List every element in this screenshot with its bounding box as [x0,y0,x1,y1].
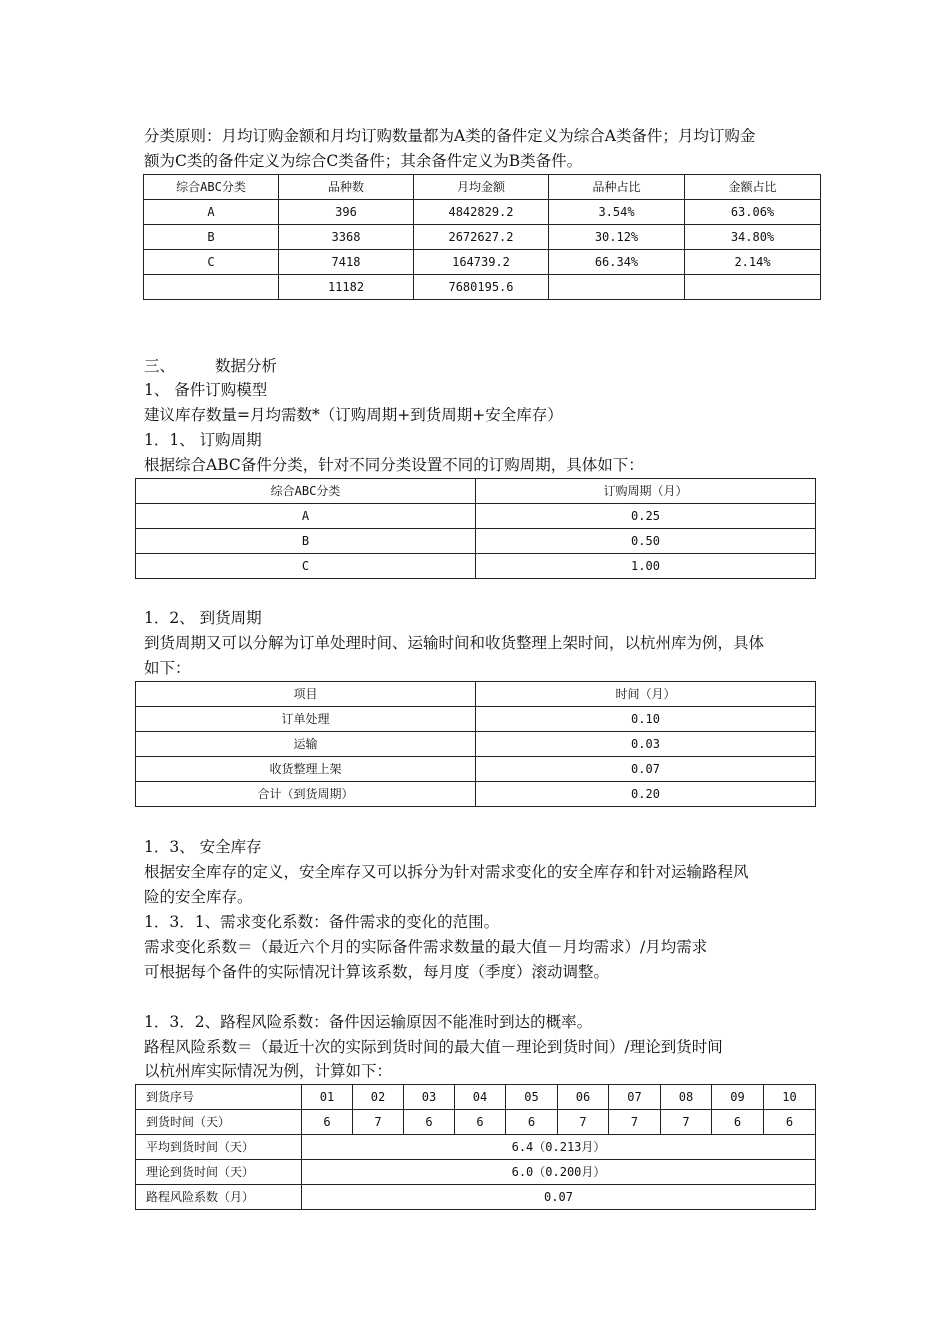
table-cell: 合计（到货周期） [136,782,476,807]
table-cell: 2.14% [685,250,821,275]
table-cell: 3368 [279,225,414,250]
abc-classification-table [143,174,821,300]
table-cell [144,275,279,300]
seq-cell: 10 [764,1085,816,1110]
subsection-1-2-desc-1: 到货周期又可以分解为订单处理时间、运输时间和收货整理上架时间，以杭州库为例，具体 [144,634,765,652]
table-cell: 11182 [279,275,414,300]
table-cell: C [136,554,476,579]
table-cell: 0.03 [476,732,816,757]
table-cell: C [144,250,279,275]
table-row [136,757,816,782]
subsection-1-3-1-title: 1．3．1、需求变化系数：备件需求的变化的范围。 [144,913,500,931]
table-row [136,732,816,757]
table-cell: 4842829.2 [414,200,549,225]
arrival-cycle-table [135,681,816,807]
seq-cell: 06 [558,1085,609,1110]
table-cell: 30.12% [549,225,685,250]
table-cell: 订单处理 [136,707,476,732]
table-cell: 0.50 [476,529,816,554]
row-label: 理论到货时间（天） [136,1160,302,1185]
time-cell: 6 [302,1110,353,1135]
seq-cell: 09 [712,1085,764,1110]
route-risk-row [136,1185,816,1210]
seq-cell: 01 [302,1085,353,1110]
table-row [144,250,821,275]
time-cell: 7 [661,1110,712,1135]
theory-arrival-row [136,1160,816,1185]
subsection-1-3-desc-1: 根据安全库存的定义，安全库存又可以拆分为针对需求变化的安全库存和针对运输路程风 [144,863,749,881]
table-cell: 0.25 [476,504,816,529]
subsection-1-3-desc-2: 险的安全库存。 [144,888,253,906]
header-cell: 综合ABC分类 [136,479,476,504]
time-cell: 7 [353,1110,404,1135]
table-row [144,225,821,250]
route-risk-note: 以杭州库实际情况为例，计算如下： [144,1062,393,1080]
table-cell: 0.20 [476,782,816,807]
table-cell: B [136,529,476,554]
table-cell: 2672627.2 [414,225,549,250]
header-cell: 时间（月） [476,682,816,707]
demand-variation-formula: 需求变化系数＝（最近六个月的实际备件需求数量的最大值－月均需求）/月均需求 [144,938,708,956]
time-cell: 6 [764,1110,816,1135]
row-label: 路程风险系数（月） [136,1185,302,1210]
table-row [136,782,816,807]
header-cell: 月均金额 [414,175,549,200]
time-cell: 6 [712,1110,764,1135]
table-header-row [144,175,821,200]
header-cell: 品种占比 [549,175,685,200]
time-cell: 7 [609,1110,661,1135]
section-3-title: 数据分析 [215,357,278,375]
header-cell: 综合ABC分类 [144,175,279,200]
intro-line-1: 分类原则：月均订购金额和月均订购数量都为A类的备件定义为综合A类备件；月均订购金 [144,127,756,145]
table-cell: A [136,504,476,529]
route-risk-table [135,1084,816,1210]
seq-cell: 03 [404,1085,455,1110]
time-cell: 7 [558,1110,609,1135]
seq-cell: 08 [661,1085,712,1110]
subsection-1-1-title: 1．1、 订购周期 [144,431,262,449]
table-cell [685,275,821,300]
theory-arrival-value: 6.0（0.200月） [302,1160,816,1185]
table-cell: 收货整理上架 [136,757,476,782]
time-cell: 6 [404,1110,455,1135]
table-cell: 7418 [279,250,414,275]
row-label: 到货时间（天） [136,1110,302,1135]
header-cell: 订购周期（月） [476,479,816,504]
table-cell: A [144,200,279,225]
avg-arrival-row [136,1135,816,1160]
seq-cell: 04 [455,1085,506,1110]
subsection-1-1-desc: 根据综合ABC备件分类，针对不同分类设置不同的订购周期，具体如下： [144,456,644,474]
table-cell: 3.54% [549,200,685,225]
table-cell: 34.80% [685,225,821,250]
table-row [144,200,821,225]
subsection-1-3-title: 1．3、 安全库存 [144,838,262,856]
seq-cell: 02 [353,1085,404,1110]
inventory-formula: 建议库存数量=月均需数*（订购周期+到货周期+安全库存） [144,406,563,424]
arrival-seq-row [136,1085,816,1110]
table-cell: B [144,225,279,250]
subsection-1-2-title: 1．2、 到货周期 [144,609,262,627]
table-row [136,529,816,554]
route-risk-formula: 路程风险系数＝（最近十次的实际到货时间的最大值－理论到货时间）/理论到货时间 [144,1038,723,1056]
table-cell [549,275,685,300]
table-cell: 运输 [136,732,476,757]
row-label: 到货序号 [136,1085,302,1110]
table-row [136,554,816,579]
table-cell: 7680195.6 [414,275,549,300]
subsection-1-2-desc-2: 如下： [144,659,191,677]
table-header-row [136,682,816,707]
time-cell: 6 [506,1110,558,1135]
seq-cell: 05 [506,1085,558,1110]
time-cell: 6 [455,1110,506,1135]
demand-variation-note: 可根据每个备件的实际情况计算该系数，每月度（季度）滚动调整。 [144,963,610,981]
route-risk-value: 0.07 [302,1185,816,1210]
table-cell: 66.34% [549,250,685,275]
table-cell: 63.06% [685,200,821,225]
table-header-row [136,479,816,504]
section-3-number: 三、 [144,357,176,375]
row-label: 平均到货时间（天） [136,1135,302,1160]
subsection-1-title: 1、 备件订购模型 [144,381,268,399]
table-cell: 1.00 [476,554,816,579]
header-cell: 品种数 [279,175,414,200]
avg-arrival-value: 6.4（0.213月） [302,1135,816,1160]
table-row [136,707,816,732]
table-cell: 0.10 [476,707,816,732]
table-cell: 0.07 [476,757,816,782]
subsection-1-3-2-title: 1．3．2、路程风险系数：备件因运输原因不能准时到达的概率。 [144,1013,593,1031]
table-cell: 164739.2 [414,250,549,275]
header-cell: 项目 [136,682,476,707]
seq-cell: 07 [609,1085,661,1110]
order-cycle-table [135,478,816,579]
arrival-time-row [136,1110,816,1135]
table-total-row [144,275,821,300]
table-row [136,504,816,529]
table-cell: 396 [279,200,414,225]
header-cell: 金额占比 [685,175,821,200]
intro-line-2: 额为C类的备件定义为综合C类备件；其余备件定义为B类备件。 [144,152,583,170]
